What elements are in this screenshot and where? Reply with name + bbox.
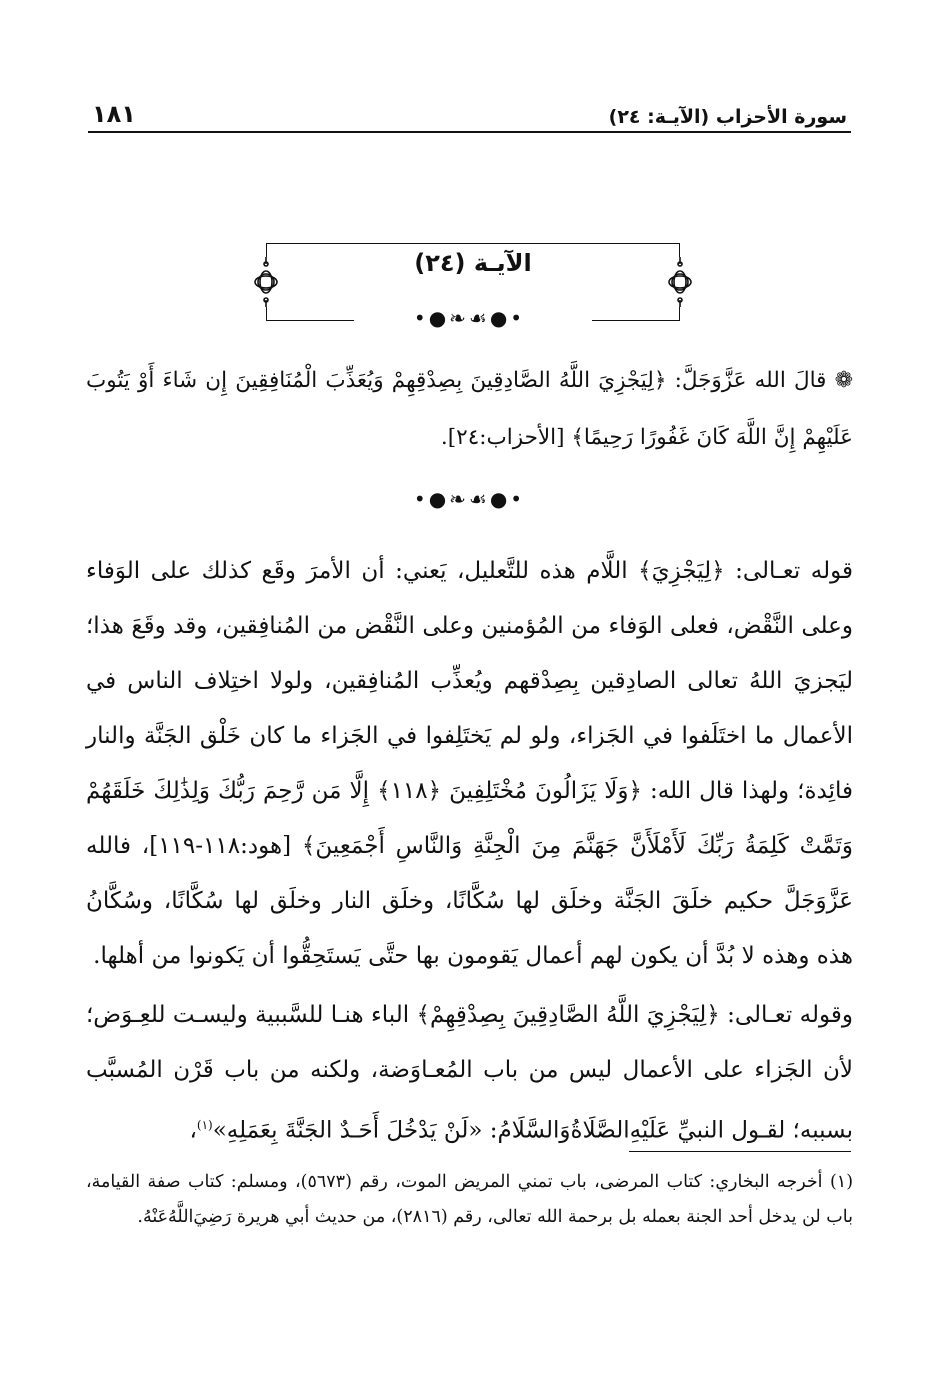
- footnote-marker[interactable]: (١): [196, 1118, 213, 1132]
- punctuation: ،: [189, 1117, 197, 1144]
- frame-top-line: [266, 243, 680, 244]
- footnote-rule: [629, 1151, 851, 1152]
- header-rule: [88, 131, 851, 133]
- ornamental-divider: •●☙❧●•: [413, 306, 526, 330]
- footnote: (١) أخرجه البخاري: كتاب المرضى، باب تمني المريض الموت، رقم (٥٦٧٣)، ومسلم: كتاب صفة القيامة، باب لن يدخل أحد الجنة بعمله بل برحمة الله تعالى، رقم (٢٨١٦)، من حديث أبي هريرة رَضِيَ‌اللَّهُ‌عَنْهُ.: [86, 1172, 854, 1227]
- commentary-paragraph: [86, 988, 853, 1159]
- ayah-title: الآيـة (٢٤): [414, 249, 532, 277]
- verse-star-icon: ❁: [834, 368, 853, 393]
- commentary-paragraph: قوله تعـالى: ﴿لِيَجْزِيَ﴾ اللَّام هذه للتَّعليل، يَعني: أن الأمرَ وقَع كذلك على الوَفاء وعلى النَّقْض، فعلى الوَفاء من المُؤمنين وعلى النَّقْض من المُنافِقين، وقد وقَعَ هذا؛ ليَجزيَ اللهُ تعالى الصادِقين بِصِدْقهم ويُعذِّب المُنافِقين، ولولا اختِلاف الناس في الأعمال ما اختَلَفوا في الجَزاء، ولو لم يَختَلِفوا في الجَزاء ما كان خَلْق الجَنَّة والنار فائِدة؛ ولهذا قال الله: ﴿وَلَا يَزَالُونَ مُخْتَلِفِينَ ﴿١١٨﴾ إِلَّا مَن رَّحِمَ رَبُّكَ وَلِذَٰلِكَ خَلَقَهُمْ وَتَمَّتْ كَلِمَةُ رَبِّكَ لَأَمْلَأَنَّ جَهَنَّمَ مِنَ الْجِنَّةِ وَالنَّاسِ أَجْمَعِينَ﴾ [هود:١١٨-١١٩]، فالله عَزَّوَجَلَّ حكيم خلَقَ الجَنَّة وخلَق لها سُكَّانًا، وخلَق النار وخلَق لها سُكَّانًا، وسُكَّانُ هذه وهذه لا بُدَّ أن يكون لهم أعمال يَقومون بها حتَّى يَستَحِقُّوا أن يَكونوا من أهلها.: [86, 558, 853, 969]
- verse-text: قالَ الله عَزَّوَجَلَّ: ﴿لِيَجْزِيَ اللَّهُ الصَّادِقِينَ بِصِدْقِهِمْ وَيُعَذِّبَ الْمُنَافِقِينَ إِن شَاءَ أَوْ يَتُوبَ عَلَيْهِمْ إِنَّ اللَّهَ كَانَ غَفُورًا رَحِيمًا﴾ [الأحزاب:٢٤].: [86, 368, 853, 450]
- quran-verse-block: [86, 352, 853, 466]
- running-title: سورة الأحزاب (الآيـة: ٢٤): [608, 106, 847, 128]
- running-header: [92, 92, 847, 128]
- paragraph-text: وقوله تعـالى: ﴿لِيَجْزِيَ اللَّهُ الصَّادِقِينَ بِصِدْقِهِمْ﴾ الباء هنـا للسَّببية وليسـت للعِـوَض؛ لأن الجَزاء على الأعمال ليس من باب المُعـاوَضة، ولكنه من باب قَرْن المُسبَّب بسببه؛ لقـول النبيِّ عَلَيْهِ‌الصَّلَاةُ‌وَالسَّلَامُ: «لَنْ يَدْخُلَ أَحَـدٌ الجَنَّةَ بِعَمَلِهِ»: [86, 1002, 853, 1144]
- page-number: ١٨١: [92, 100, 136, 128]
- ornamental-divider: •●☙❧●•: [413, 487, 526, 511]
